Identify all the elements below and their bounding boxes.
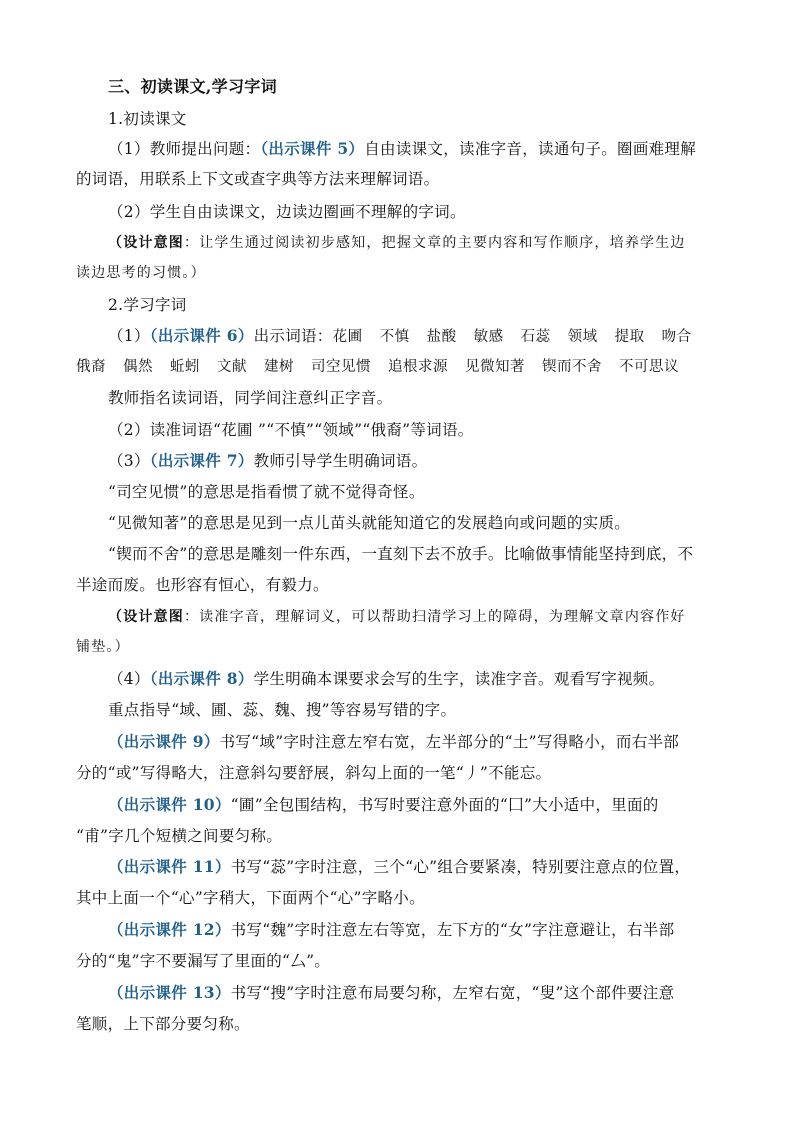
paragraph-clarify-words: （3）（出示课件 7）教师引导学生明确词语。: [108, 451, 428, 470]
courseware-10-line-1: （出示课件 10）“圃”全包围结构，书写时要注意外面的“囗”大小适中，里面的: [108, 795, 659, 814]
paragraph-1-prefix: （1）教师提出问题：: [108, 140, 261, 158]
section-title: 三、初读课文,学习字词: [108, 77, 277, 96]
definition-qieerbushe-line-1: “锲而不舍”的意思是雕刻一件东西，一直刻下去不放手。比喻做事情能坚持到底，不: [108, 545, 694, 563]
courseware-tag-10: （出示课件 10）: [108, 795, 231, 814]
vocab-word: 偶然: [123, 359, 153, 375]
heading-learn-words: 2.学习字词: [108, 296, 187, 314]
vocab-word: 文献: [217, 359, 247, 375]
vocab-word: 蚯蚓: [170, 359, 200, 375]
vocab-word: 锲而不舍: [542, 359, 602, 375]
vocab-word: 俄裔: [76, 359, 106, 375]
paragraph-read-words: （2）读准词语“花圃 ”“不慎”“领域”“俄裔”等词语。: [108, 421, 474, 439]
paragraph-key-chars: 重点指导“域、圃、蕊、魏、搜”等容易写错的字。: [108, 701, 457, 719]
vocab-word: 盐酸: [426, 329, 457, 345]
definition-sikongjianguan: “司空见惯”的意思是指看惯了就不觉得奇怪。: [108, 483, 425, 501]
design-intent-2-line-1: （设计意图：读准字音，理解词义，可以帮助扫清学习上的障碍，为理解文章内容作好: [108, 609, 686, 625]
vocab-word: 提取: [614, 329, 645, 345]
words-intro-line: （1）（出示课件 6）出示词语：花圃 不慎 盐酸 敏感 石蕊 领域 提取 吻合: [108, 325, 718, 348]
vocab-word: 建树: [264, 359, 294, 375]
courseware-13-line-1: （出示课件 13）书写“搜”字时注意布局要匀称，左窄右宽，“叟”这个部件要注意: [108, 983, 675, 1002]
paragraph-1-text: 自由读课文，读准字音，读通句子。圈画难理解: [364, 140, 697, 158]
design-intent-1-line-2: 读边思考的习惯。）: [76, 265, 206, 281]
courseware-tag-7: （出示课件 7）: [149, 451, 254, 470]
design-intent-label: 设计意图: [123, 235, 185, 251]
courseware-11-line-2: 其中上面一个“心”字稍大，下面两个“心”字略小。: [76, 889, 425, 907]
vocab-word: 吻合: [661, 329, 692, 345]
courseware-9-line-2: 分的“或”写得略大，注意斜勾要舒展，斜勾上面的一笔“丿”不能忘。: [76, 764, 552, 782]
paragraph-2: （2）学生自由读课文，边读边圈画不理解的字词。: [108, 203, 466, 221]
word-list-line-1: [333, 329, 709, 345]
courseware-tag-12: （出示课件 12）: [108, 920, 231, 939]
paragraph-1-line-1: [108, 138, 718, 160]
vocab-word: 追根求源: [388, 359, 448, 375]
courseware-tag-11: （出示课件 11）: [108, 857, 231, 876]
courseware-tag-9: （出示课件 9）: [108, 732, 220, 751]
vocab-word: 石蕊: [520, 329, 551, 345]
paragraph-1-line-2: 的词语，用联系上下文或查字典等方法来理解词语。: [76, 170, 440, 188]
definition-jianweizhizhu: “见微知著”的意思是见到一点儿苗头就能知道它的发展趋向或问题的实质。: [108, 514, 631, 532]
word-list-line-2: [76, 356, 718, 378]
definition-qieerbushe-line-2: 半途而废。也形容有恒心，有毅力。: [76, 576, 329, 594]
vocab-word: 领域: [567, 329, 598, 345]
courseware-11-line-1: （出示课件 11）书写“蕊”字时注意，三个“心”组合要紧凑，特别要注意点的位置，: [108, 857, 691, 876]
vocab-word: 见微知著: [465, 359, 525, 375]
paragraph-teacher-reads: 教师指名读词语，同学间注意纠正字音。: [108, 389, 393, 407]
courseware-tag-13: （出示课件 13）: [108, 983, 231, 1002]
paragraph-writing-chars: （4）（出示课件 8）学生明确本课要求会写的生字，读准字音。观看写字视频。: [108, 669, 665, 688]
courseware-tag-5: （出示课件 5）: [260, 139, 365, 158]
design-intent-label: 设计意图: [123, 609, 185, 625]
vocab-word: 不可思议: [619, 359, 679, 375]
design-intent-2-line-2: 铺垫。）: [76, 639, 130, 655]
courseware-13-line-2: 笔顺，上下部分要匀称。: [76, 1015, 250, 1033]
vocab-word: 敏感: [473, 329, 504, 345]
design-intent-1-line-1: （设计意图：让学生通过阅读初步感知，把握文章的主要内容和写作顺序，培养学生边: [108, 235, 686, 251]
vocab-word: 司空见惯: [311, 359, 371, 375]
courseware-10-line-2: “甫”字几个短横之间要匀称。: [76, 827, 283, 845]
courseware-tag-6: （出示课件 6）: [149, 326, 254, 345]
heading-read-text: 1.初读课文: [108, 110, 187, 128]
courseware-tag-8: （出示课件 8）: [149, 669, 254, 688]
courseware-9-line-1: （出示课件 9）书写“域”字时注意左窄右宽，左半部分的“土”写得略小，而右半部: [108, 732, 680, 751]
courseware-12-line-2: 分的“鬼”字不要漏写了里面的“厶”。: [76, 952, 331, 970]
courseware-12-line-1: （出示课件 12）书写“魏”字时注意左右等宽，左下方的“女”字注意避让，右半部: [108, 920, 675, 939]
vocab-word: 花圃: [332, 329, 363, 345]
vocab-word: 不慎: [379, 329, 410, 345]
